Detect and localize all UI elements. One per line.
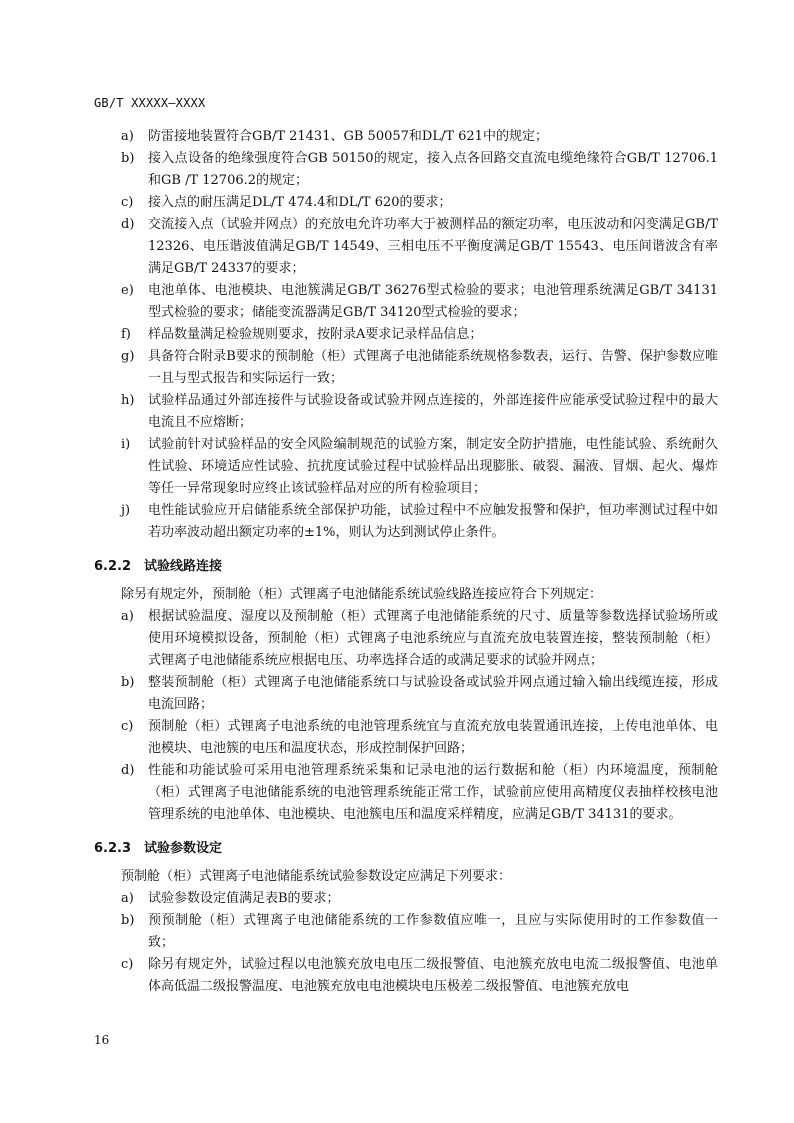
section-intro: 预制舱（柜）式锂离子电池储能系统试验参数设定应满足下列要求： — [121, 869, 512, 884]
list-item — [94, 672, 718, 716]
list-item-text: 防雷接地装置符合GB/T 21431、GB 50057和DL/T 621中的规定； — [148, 129, 548, 144]
list-item-text: 试验样品通过外部连接件与试验设备或试验并网点连接的，外部连接件应能承受试验过程中的最大电流且不应熔断； — [148, 393, 718, 430]
list-item-text: 试验前针对试验样品的安全风险编制规范的试验方案，制定安全防护措施，电性能试验、系统耐久性试验、环境适应性试验、抗扰度试验过程中试验样品出现膨胀、破裂、漏液、冒烟、起火、爆炸等任一异常现象时应终止该试验样品对应的所有检验项目； — [148, 437, 718, 496]
list-item-text: 预预制舱（柜）式锂离子电池储能系统的工作参数值应唯一，且应与实际使用时的工作参数值一致； — [148, 913, 718, 950]
list-marker: b) — [121, 675, 135, 690]
list-marker: h) — [121, 393, 135, 408]
list-marker: b) — [121, 913, 135, 928]
list-marker: c) — [121, 719, 134, 734]
document-body — [94, 126, 718, 998]
list-item — [94, 716, 718, 760]
list-item — [94, 434, 718, 500]
parameter-rules-list — [94, 888, 718, 998]
list-marker: g) — [121, 349, 135, 364]
list-item — [94, 500, 718, 544]
section-title: 试验参数设定 — [144, 841, 223, 856]
list-item — [94, 954, 718, 998]
list-item-text: 电池单体、电池模块、电池簇满足GB/T 36276型式检验的要求；电池管理系统满足GB/T 34131型式检验的要求；储能变流器满足GB/T 34120型式检验的要求； — [148, 283, 718, 320]
page-number: 16 — [94, 1033, 110, 1047]
list-marker: b) — [121, 151, 135, 166]
list-marker: e) — [121, 283, 134, 298]
list-item — [94, 214, 718, 280]
list-item-text: 接入点的耐压满足DL/T 474.4和DL/T 620的要求； — [148, 195, 452, 210]
list-item-text: 电性能试验应开启储能系统全部保护功能，试验过程中不应触发报警和保护，恒功率测试过程中如若功率波动超出额定功率的±1%，则认为达到测试停止条件。 — [148, 503, 718, 540]
list-item — [94, 760, 718, 826]
list-marker: c) — [121, 195, 134, 210]
list-marker: a) — [121, 891, 134, 906]
list-item — [94, 192, 718, 214]
list-item — [94, 280, 718, 324]
list-marker: d) — [121, 217, 135, 232]
list-marker: i) — [121, 437, 131, 452]
list-item-text: 具备符合附录B要求的预制舱（柜）式锂离子电池储能系统规格参数表，运行、告警、保护参数应唯一且与型式报告和实际运行一致； — [148, 349, 718, 386]
section-heading-6-2-3 — [94, 838, 718, 860]
list-item-text: 整装预制舱（柜）式锂离子电池储能系统口与试验设备或试验并网点通过输入输出线缆连接，形成电流回路； — [148, 675, 718, 712]
section-number: 6.2.2 — [94, 559, 132, 574]
list-item — [94, 606, 718, 672]
list-item-text: 性能和功能试验可采用电池管理系统采集和记录电池的运行数据和舱（柜）内环境温度，预制舱（柜）式锂离子电池储能系统的电池管理系统能正常工作，试验前应使用高精度仪表抽样校核电池管理系统的电池单体、电池模块、电池簇电压和温度采样精度，应满足GB/T 34131的要求。 — [148, 763, 718, 822]
list-marker: a) — [121, 129, 134, 144]
section-intro: 除另有规定外，预制舱（柜）式锂离子电池储能系统试验线路连接应符合下列规定： — [121, 587, 603, 602]
list-item-text: 接入点设备的绝缘强度符合GB 50150的规定，接入点各回路交直流电缆绝缘符合GB/T 12706.1和GB /T 12706.2的规定； — [148, 151, 718, 188]
list-item — [94, 910, 718, 954]
list-marker: j) — [121, 503, 131, 518]
list-marker: d) — [121, 763, 135, 778]
connection-rules-list — [94, 606, 718, 826]
section-number: 6.2.3 — [94, 841, 132, 856]
list-marker: f) — [121, 327, 131, 342]
list-marker: a) — [121, 609, 134, 624]
list-item-text: 除另有规定外，试验过程以电池簇充放电电压二级报警值、电池簇充放电电流二级报警值、电池单体高低温二级报警温度、电池簇充放电电池模块电压极差二级报警值、电池簇充放电 — [148, 957, 718, 994]
list-item — [94, 346, 718, 390]
list-item — [94, 390, 718, 434]
list-item-text: 样品数量满足检验规则要求，按附录A要求记录样品信息； — [148, 327, 483, 342]
list-item-text: 试验参数设定值满足表B的要求； — [148, 891, 340, 906]
list-item-text: 预制舱（柜）式锂离子电池系统的电池管理系统宜与直流充放电装置通讯连接，上传电池单体、电池模块、电池簇的电压和温度状态，形成控制保护回路； — [148, 719, 718, 756]
list-marker: c) — [121, 957, 134, 972]
document-standard-id: GB/T XXXXX—XXXX — [94, 96, 206, 110]
list-item — [94, 324, 718, 346]
section-title: 试验线路连接 — [144, 559, 223, 574]
section-heading-6-2-2 — [94, 556, 718, 578]
list-item-text: 根据试验温度、湿度以及预制舱（柜）式锂离子电池储能系统的尺寸、质量等参数选择试验场所或使用环境模拟设备，预制舱（柜）式锂离子电池系统应与直流充放电装置连接，整装预制舱（柜）式锂离子电池储能系统应根据电压、功率选择合适的或满足要求的试验并网点； — [148, 609, 718, 668]
list-item — [94, 148, 718, 192]
list-item — [94, 888, 718, 910]
list-item — [94, 126, 718, 148]
list-item-text: 交流接入点（试验并网点）的充放电允许功率大于被测样品的额定功率，电压波动和闪变满足GB/T 12326、电压谐波值满足GB/T 14549、三相电压不平衡度满足GB/T 15543、电压间谐波含有率满足GB/T 24337的要求； — [148, 217, 718, 276]
requirements-list — [94, 126, 718, 544]
